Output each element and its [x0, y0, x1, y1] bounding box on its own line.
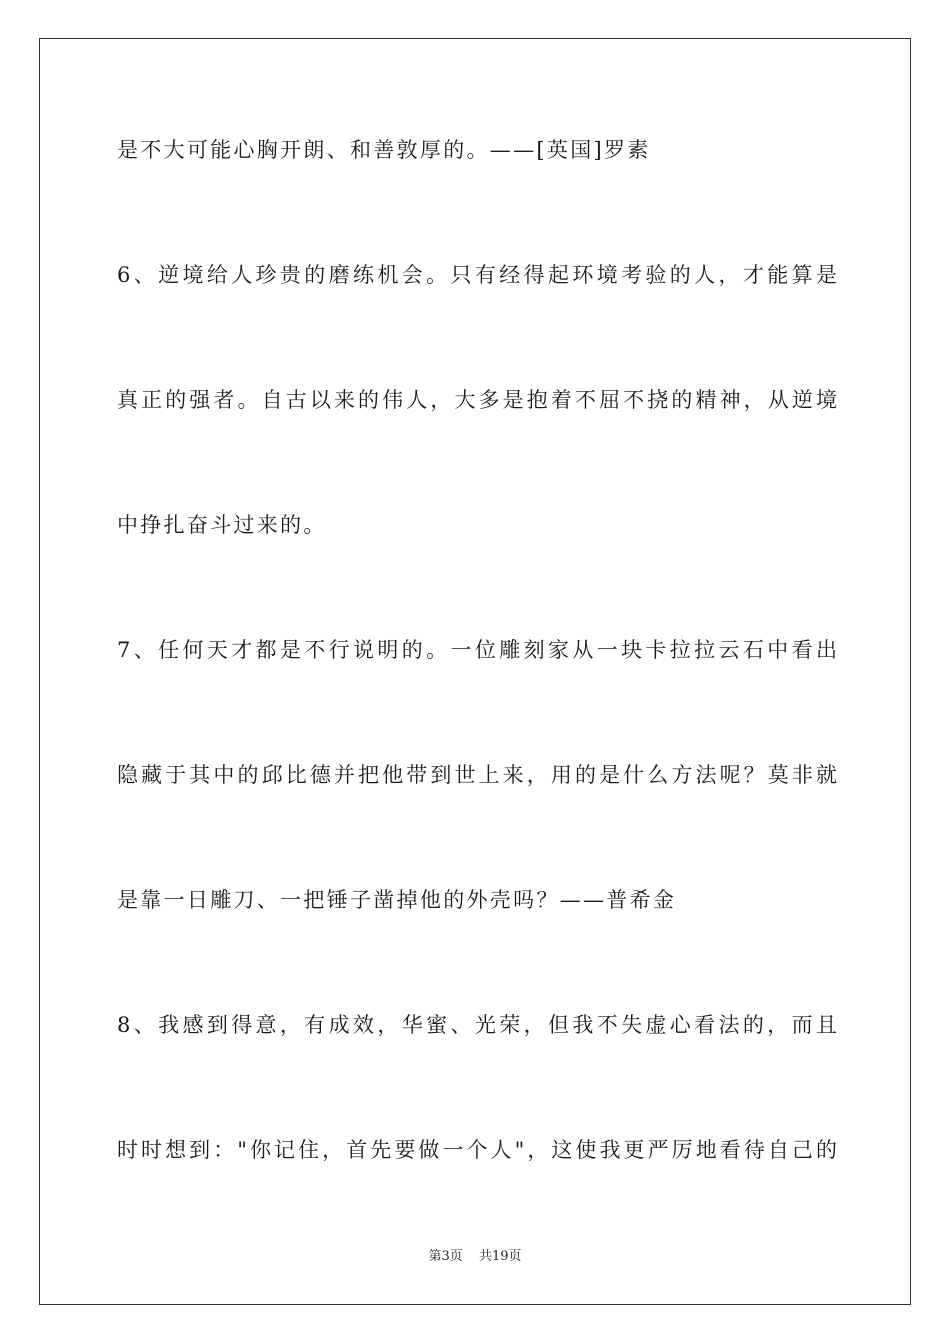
- text-line-8: 8、我感到得意，有成效，华蜜、光荣，但我不失虚心看法的，而且: [117, 1013, 837, 1037]
- page-border: [39, 38, 911, 1305]
- text-line-5: 7、任何天才都是不行说明的。一位雕刻家从一块卡拉拉云石中看出: [117, 638, 837, 662]
- text-line-2: 6、逆境给人珍贵的磨练机会。只有经得起环境考验的人，才能算是: [117, 263, 837, 287]
- text-line-3: 真正的强者。自古以来的伟人，大多是抱着不屈不挠的精神，从逆境: [117, 388, 837, 412]
- text-line-7: 是靠一日雕刀、一把锤子凿掉他的外壳吗？——普希金: [117, 888, 677, 912]
- text-line-4: 中挣扎奋斗过来的。: [117, 513, 327, 537]
- page-number: 第3页: [428, 1249, 463, 1264]
- text-line-9: 时时想到："你记住，首先要做一个人"，这使我更严厉地看待自己的: [117, 1138, 837, 1162]
- text-line-1: 是不大可能心胸开朗、和善敦厚的。——[英国]罗素: [117, 138, 651, 162]
- page-total: 共19页: [478, 1249, 522, 1264]
- text-line-6: 隐藏于其中的邱比德并把他带到世上来，用的是什么方法呢？莫非就: [117, 763, 837, 787]
- page-footer: [0, 1248, 950, 1266]
